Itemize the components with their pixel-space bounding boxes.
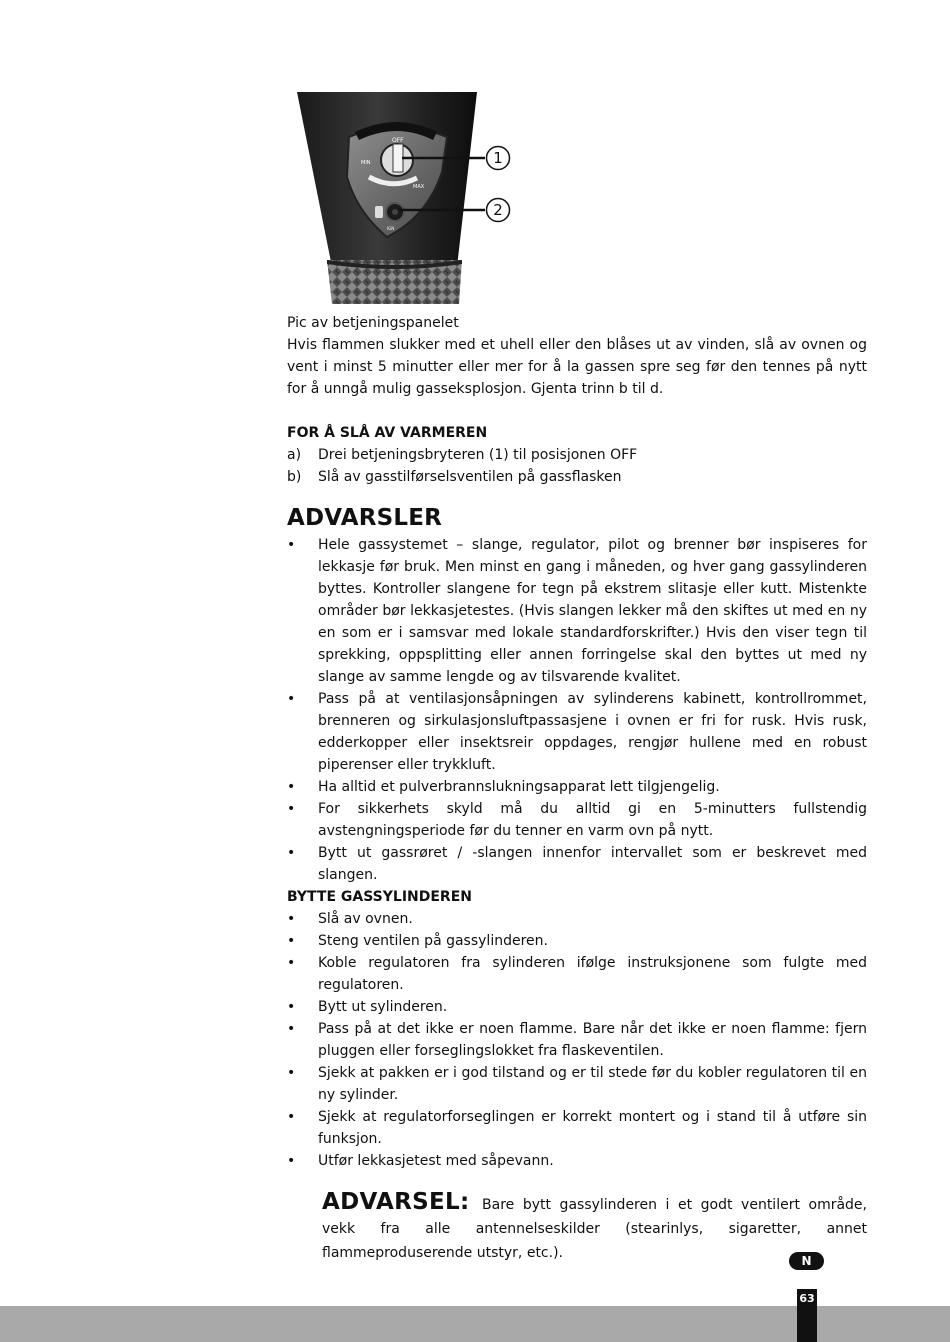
shutdown-step — [287, 466, 867, 488]
bullet: • — [287, 1021, 296, 1037]
bullet: • — [287, 1153, 296, 1169]
warning-item — [287, 688, 867, 776]
cylinder-step — [287, 996, 867, 1018]
cylinder-step-text: Koble regulatoren fra sylinderen ifølge instruksjonene som fulgte med regulatoren. — [318, 955, 867, 993]
bullet: • — [287, 1109, 296, 1125]
shutdown-heading: FOR Å SLÅ AV VARMEREN — [287, 425, 488, 441]
dial-max-mark: MAX — [413, 184, 425, 190]
bullet: • — [287, 801, 296, 817]
dial-min-mark: MIN — [361, 160, 371, 166]
cylinder-step — [287, 930, 867, 952]
cylinder-step-text: Utfør lekkasjetest med såpevann. — [318, 1153, 554, 1169]
warning-text: Hele gassystemet – slange, regulator, pilot og brenner bør inspiseres for lekkasje før bruk. Men minst en gang i måneden, og hver gang gassylinderen byttes. Kontroller slangene for tegn på ekstrem slitasje eller kutt. Mistenkte områder bør lekkasjetestes. (Hvis slangen lekker må den skiftes ut med en ny en som er i samsvar med lokale standardforskrifter.) Hvis den viser tegn til sprekking, oppsplitting eller annen forringelse skal den byttes ut med ny slange av samme lengde og av tilsvarende kvalitet. — [318, 537, 867, 685]
final-warning-title: ADVARSEL: — [322, 1189, 470, 1215]
step-text: Drei betjeningsbryteren (1) til posisjonen OFF — [318, 447, 638, 463]
language-badge: N — [789, 1252, 824, 1270]
cylinder-step-text: Steng ventilen på gassylinderen. — [318, 933, 548, 949]
page-number: 63 — [799, 1292, 815, 1305]
bullet: • — [287, 537, 296, 553]
bullet: • — [287, 779, 296, 795]
cylinder-heading: BYTTE GASSYLINDEREN — [287, 889, 472, 905]
cylinder-step-text: Bytt ut sylinderen. — [318, 999, 448, 1015]
cylinder-step — [287, 1018, 867, 1062]
warnings-list — [287, 534, 867, 886]
cylinder-step — [287, 952, 867, 996]
warning-item — [287, 776, 867, 798]
warning-text: Bytt ut gassrøret / -slangen innenfor intervallet som er beskrevet med slangen. — [318, 845, 867, 883]
cylinder-step-text: Sjekk at pakken er i god tilstand og er til stede før du kobler regulatoren til en ny sylinder. — [318, 1065, 867, 1103]
cylinder-step — [287, 1106, 867, 1150]
warning-item — [287, 534, 867, 688]
cylinder-step-text: Sjekk at regulatorforseglingen er korrekt montert og i stand til å utføre sin funksjon. — [318, 1109, 867, 1147]
cylinder-step — [287, 908, 867, 930]
warning-text: For sikkerhets skyld må du alltid gi en 5-minutters fullstendig avstengningsperiode før du tenner en varm ovn på nytt. — [318, 801, 867, 839]
warning-item — [287, 842, 867, 886]
warning-item — [287, 798, 867, 842]
cylinder-step — [287, 1062, 867, 1106]
step-text: Slå av gasstilførselsventilen på gassflasken — [318, 469, 622, 485]
callout-2-label: 2 — [493, 201, 503, 219]
bullet: • — [287, 911, 296, 927]
cylinder-step — [287, 1150, 867, 1172]
cylinder-list — [287, 908, 867, 1172]
final-warning-text: Bare bytt gassylinderen i et godt ventilert område, vekk fra alle antennelseskilder (stearinlys, sigaretter, annet flammeproduserende utstyr, etc.). — [322, 1197, 867, 1261]
step-marker: b) — [287, 469, 302, 485]
callout-1-label: 1 — [493, 149, 503, 167]
bullet: • — [287, 955, 296, 971]
figure-caption: Pic av betjeningspanelet — [287, 315, 459, 331]
intro-paragraph: Hvis flammen slukker med et uhell eller den blåses ut av vinden, slå av ovnen og vent i minst 5 minutter eller mer for å la gassen spre seg før den tennes på nytt for å unngå mulig gasseksplosjon. Gjenta trinn b til d. — [287, 337, 867, 397]
bullet: • — [287, 845, 296, 861]
bullet: • — [287, 691, 296, 707]
step-marker: a) — [287, 447, 302, 463]
dial-off-mark: OFF — [392, 137, 404, 144]
cylinder-step-text: Pass på at det ikke er noen flamme. Bare når det ikke er noen flamme: fjern pluggen eller forseglingslokket fra flaskeventilen. — [318, 1021, 867, 1059]
figure-callouts — [287, 92, 519, 304]
warning-text: Ha alltid et pulverbrannslukningsapparat lett tilgjengelig. — [318, 779, 720, 795]
warning-text: Pass på at ventilasjonsåpningen av sylinderens kabinett, kontrollrommet, brenneren og sirkulasjonsluftpassasjene i ovnen er fri for rusk. Hvis rusk, edderkopper eller insektsreir oppdages, rengjør hullene med en robust piperenser eller trykkluft. — [318, 691, 867, 773]
shutdown-steps — [287, 444, 867, 488]
bullet: • — [287, 999, 296, 1015]
shutdown-step — [287, 444, 867, 466]
cylinder-step-text: Slå av ovnen. — [318, 911, 413, 927]
ignition-mark: IGN — [387, 226, 395, 231]
bullet: • — [287, 1065, 296, 1081]
final-warning — [322, 1190, 867, 1265]
warnings-heading: ADVARSLER — [287, 505, 443, 531]
bullet: • — [287, 933, 296, 949]
